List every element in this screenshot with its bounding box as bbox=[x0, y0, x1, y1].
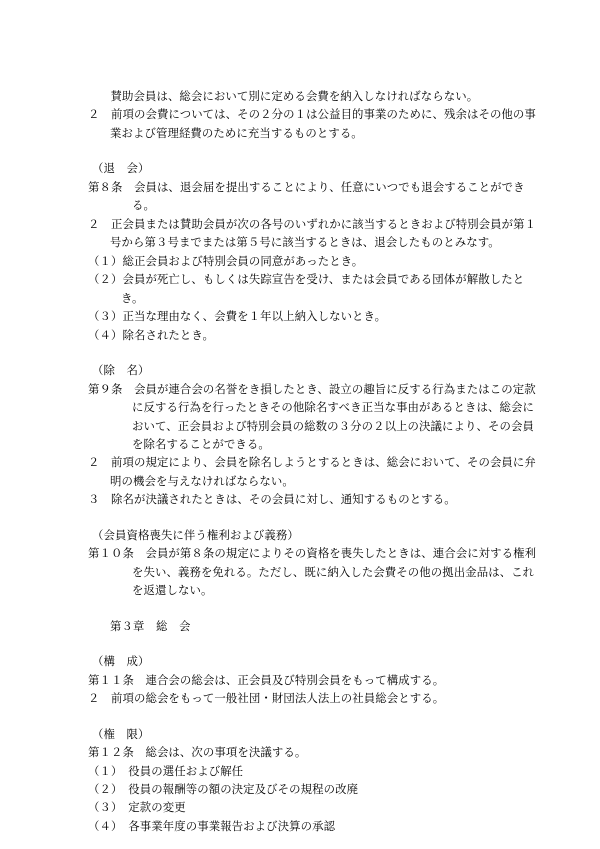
list-item: （２）会員が死亡し、もしくは失踪宣告を受け、または会員である団体が解散したとき。 bbox=[88, 274, 525, 305]
document-body bbox=[88, 88, 544, 836]
paragraph: ２ 前項の会費については、その２分の１は公益目的事業のために、残余はその他の事業および管理経費のために充当するものとする。 bbox=[88, 109, 536, 140]
paragraph-spacer bbox=[88, 601, 544, 618]
chapter-heading: 第３章 総 会 bbox=[110, 620, 191, 633]
paragraph-spacer bbox=[88, 510, 544, 527]
list-item: （３） 定款の変更 bbox=[88, 802, 186, 815]
article-caption: （退 会） bbox=[92, 163, 150, 176]
paragraph-spacer bbox=[88, 143, 544, 160]
paragraph: 賛助会員は、総会において別に定める会費を納入しなければならない。 bbox=[99, 91, 479, 103]
paragraph: 第１２条 総会は、次の事項を決議する。 bbox=[88, 747, 307, 760]
paragraph: 第１１条 連合会の総会は、正会員及び特別会員をもって構成する。 bbox=[88, 674, 445, 687]
paragraph: 第８条 会員は、退会届を提出することにより、任意にいつでも退会することができる。 bbox=[88, 181, 525, 213]
list-item: （１）総正会員および特別会員の同意があったとき。 bbox=[88, 255, 364, 268]
paragraph-spacer bbox=[88, 709, 544, 726]
list-item: （３）正当な理由なく、会費を１年以上納入しないとき。 bbox=[88, 311, 387, 324]
list-item: （１） 役員の選任および解任 bbox=[88, 765, 244, 778]
article-caption: （構 成） bbox=[92, 656, 150, 669]
list-item: （２） 役員の報酬等の額の決定及びその規程の改廃 bbox=[88, 784, 359, 796]
paragraph: ２ 前項の規定により、会員を除名しようとするときは、総会において、その会員に弁明の機会を与えなければならない。 bbox=[88, 457, 536, 488]
paragraph: 第９条 会員が連合会の名誉をき損したとき、設立の趣旨に反する行為またはこの定款に反する行為を行ったときその他除名すべき正当な事由があるときは、総会において、正会員および特別会員の総数の３分の２以上の決議により、その会員を除名することができる。 bbox=[88, 383, 536, 451]
article-caption: （権 限） bbox=[92, 728, 150, 741]
paragraph-spacer bbox=[88, 636, 544, 653]
paragraph-spacer bbox=[88, 345, 544, 362]
paragraph: ２ 正会員または賛助会員が次の各号のいずれかに該当するときおよび特別会員が第１号から第３号までまたは第５号に該当するときは、退会したものとみなす。 bbox=[88, 218, 537, 250]
paragraph: ２ 前項の総会をもって一般社団・財団法人法上の社員総会とする。 bbox=[88, 693, 445, 706]
list-item: （４） 各事業年度の事業報告および決算の承認 bbox=[88, 820, 336, 833]
paragraph: ３ 除名が決議されたときは、その会員に対し、通知するものとする。 bbox=[88, 494, 456, 507]
paragraph: 第１０条 会員が第８条の規定によりその資格を喪失したときは、連合会に対する権利を失い、義務を免れる。ただし、既に納入した会費その他の拠出金品は、これを返還しない。 bbox=[88, 548, 537, 598]
article-caption: （除 名） bbox=[92, 365, 150, 378]
article-caption: （会員資格喪失に伴う権利および義務） bbox=[92, 529, 299, 542]
list-item: （４）除名されたとき。 bbox=[88, 329, 214, 342]
